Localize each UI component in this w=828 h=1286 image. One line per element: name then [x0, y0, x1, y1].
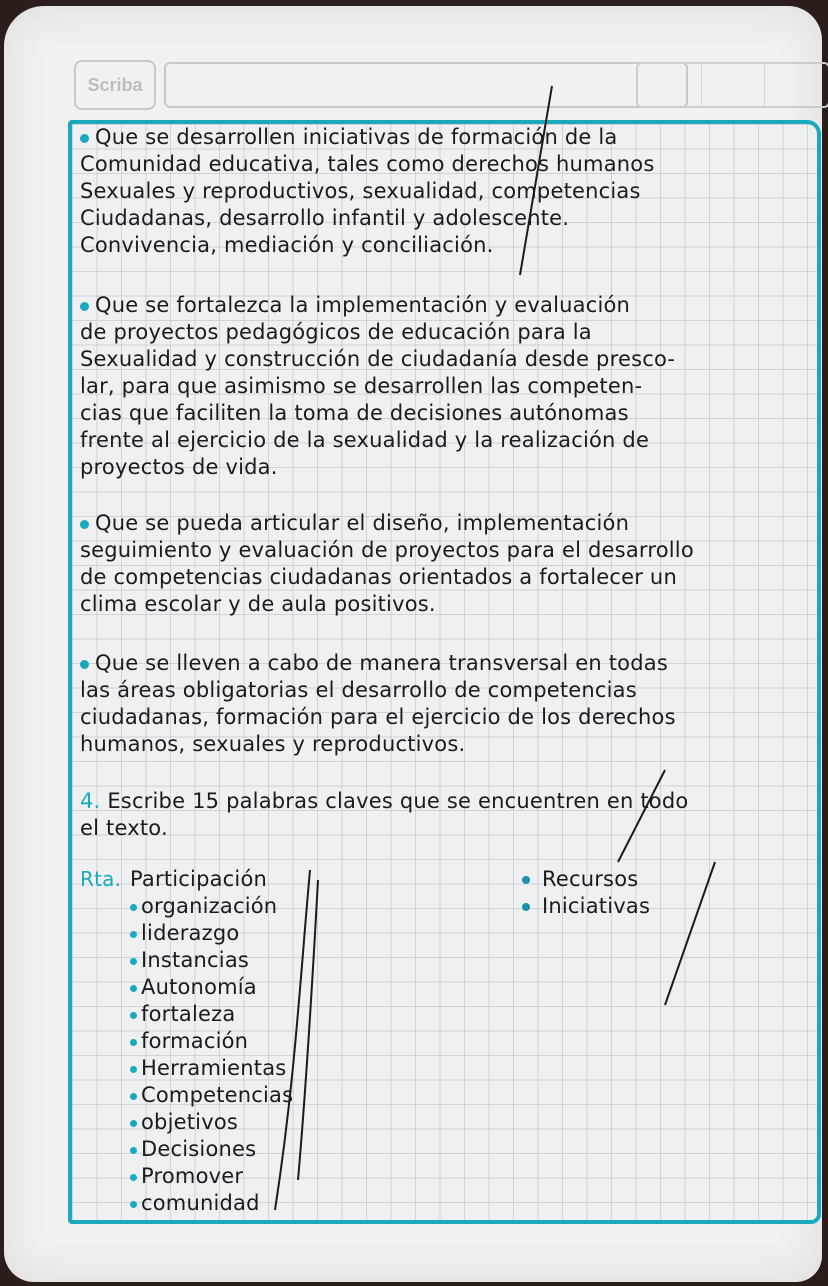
- keyword-item: formación: [130, 1028, 293, 1055]
- text-line: proyectos de vida.: [80, 455, 278, 479]
- text-line: ciudadanas, formación para el ejercicio de los derechos: [80, 705, 676, 729]
- bullet-icon: [80, 660, 89, 669]
- text-line: frente al ejercicio de la sexualidad y la realización de: [80, 428, 650, 452]
- question-line: el texto.: [80, 816, 168, 840]
- text-line: humanos, sexuales y reproductivos.: [80, 732, 466, 756]
- keyword-item: organización: [130, 893, 293, 920]
- text-line: Que se fortalezca la implementación y evaluación: [80, 292, 807, 319]
- keyword-item: Participación: [130, 867, 268, 891]
- paragraph-3: [80, 510, 807, 618]
- text-line: Que se desarrollen iniciativas de formación de la: [80, 124, 807, 151]
- keyword-item: Decisiones: [130, 1136, 293, 1163]
- text-line: Sexualidad y construcción de ciudadanía desde presco-: [80, 347, 676, 371]
- keyword-list-1: [130, 866, 293, 1217]
- bullet-icon: [130, 1147, 137, 1154]
- bullet-icon: [130, 1120, 137, 1127]
- keyword-item: liderazgo: [130, 920, 293, 947]
- text-line: Comunidad educativa, tales como derechos humanos: [80, 152, 655, 176]
- grid-frame: [68, 120, 821, 1224]
- answer-label: Rta.: [80, 867, 122, 891]
- bullet-icon: [130, 1012, 137, 1019]
- text-line: Que se pueda articular el diseño, implementación: [80, 510, 807, 537]
- text-line: Convivencia, mediación y conciliación.: [80, 233, 494, 257]
- text-line: cias que faciliten la toma de decisiones autónomas: [80, 401, 629, 425]
- question-line: 4. Escribe 15 palabras claves que se encuentren en todo: [80, 789, 689, 813]
- question-4: [80, 788, 807, 842]
- text-line: seguimiento y evaluación de proyectos para el desarrollo: [80, 538, 694, 562]
- keyword-item: Instancias: [130, 947, 293, 974]
- page-header: [74, 60, 828, 108]
- bullet-icon: [130, 985, 137, 992]
- bullet-icon: [130, 1201, 137, 1208]
- keyword-item: Herramientas: [130, 1055, 293, 1082]
- date-cell: [638, 64, 702, 106]
- keyword-item: Iniciativas: [522, 893, 650, 920]
- title-field: [164, 62, 688, 108]
- keyword-item: objetivos: [130, 1109, 293, 1136]
- paragraph-4: [80, 650, 807, 758]
- brand-logo: Scriba: [74, 60, 156, 110]
- bullet-icon: [522, 903, 530, 911]
- question-number: 4.: [80, 789, 101, 813]
- bullet-icon: [130, 1039, 137, 1046]
- bullet-icon: [130, 904, 137, 911]
- keyword-item: Recursos: [522, 866, 650, 893]
- bullet-icon: [522, 876, 530, 884]
- text-line: de competencias ciudadanas orientados a fortalecer un: [80, 565, 677, 589]
- keyword-item: Autonomía: [130, 974, 293, 1001]
- text-line: Ciudadanas, desarrollo infantil y adolescente.: [80, 206, 570, 230]
- keyword-list-2: [522, 866, 650, 920]
- text-line: lar, para que asimismo se desarrollen las competen-: [80, 374, 643, 398]
- bullet-icon: [80, 520, 89, 529]
- bullet-icon: [130, 1066, 137, 1073]
- date-cell: [702, 64, 766, 106]
- bullet-icon: [130, 1093, 137, 1100]
- date-cell: [765, 64, 828, 106]
- keyword-item: fortaleza: [130, 1001, 293, 1028]
- bullet-icon: [130, 1174, 137, 1181]
- paragraph-2: [80, 292, 807, 481]
- keyword-item: comunidad: [130, 1190, 293, 1217]
- date-field: [636, 62, 828, 108]
- bullet-icon: [80, 134, 89, 143]
- keyword-item: Competencias: [130, 1082, 293, 1109]
- text-line: Que se lleven a cabo de manera transversal en todas: [80, 650, 807, 677]
- text-line: clima escolar y de aula positivos.: [80, 592, 436, 616]
- bullet-icon: [80, 302, 89, 311]
- keyword-item: Promover: [130, 1163, 293, 1190]
- bullet-icon: [130, 931, 137, 938]
- paragraph-1: [80, 124, 807, 259]
- text-line: Sexuales y reproductivos, sexualidad, competencias: [80, 179, 641, 203]
- bullet-icon: [130, 958, 137, 965]
- text-line: las áreas obligatorias el desarrollo de competencias: [80, 678, 637, 702]
- text-line: de proyectos pedagógicos de educación para la: [80, 320, 592, 344]
